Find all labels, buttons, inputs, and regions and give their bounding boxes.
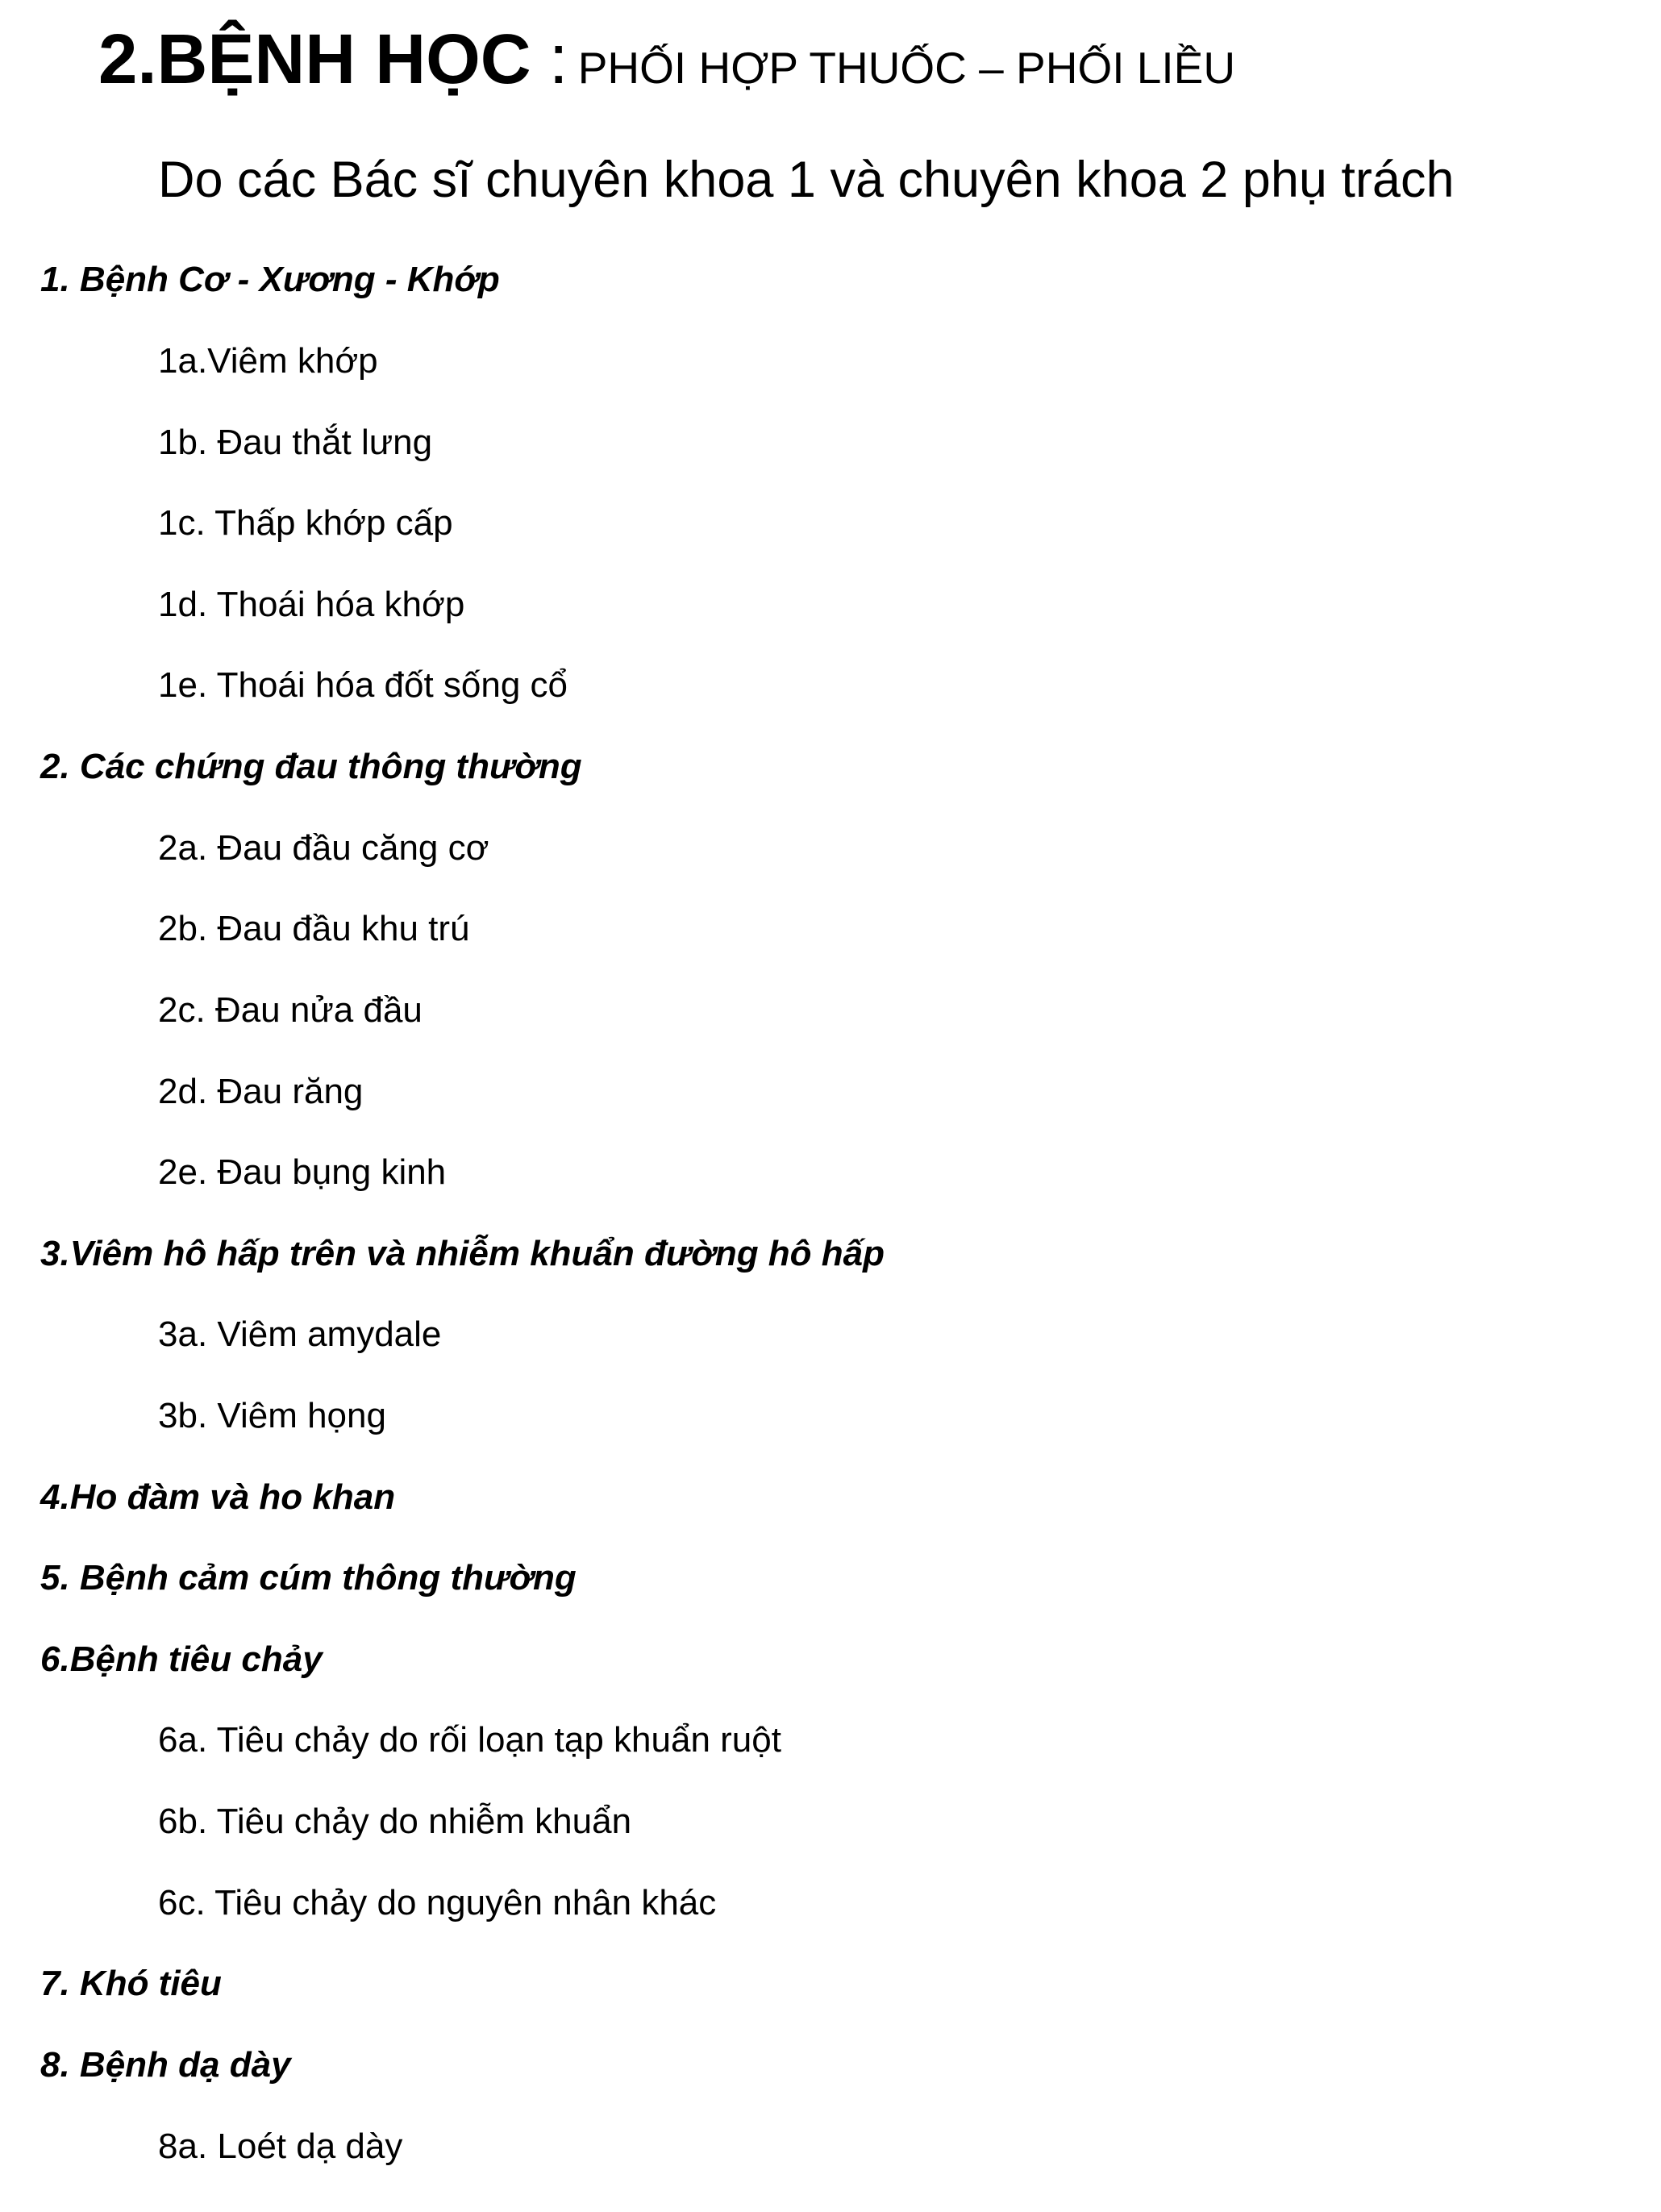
title-separator: :	[548, 20, 568, 98]
list-item: 6c. Tiêu chảy do nguyên nhân khác	[158, 1883, 717, 1922]
page-title	[98, 20, 1236, 98]
list-item: 1c. Thấp khớp cấp	[158, 503, 453, 543]
section-heading: 1. Bệnh Cơ - Xương - Khớp	[40, 260, 500, 299]
list-item: 1a.Viêm khớp	[158, 341, 378, 381]
section-heading: 7. Khó tiêu	[40, 1964, 222, 2003]
list-item: 2e. Đau bụng kinh	[158, 1152, 447, 1192]
section-heading: 3.Viêm hô hấp trên và nhiễm khuẩn đường hô hấp	[40, 1234, 885, 1273]
list-item: 2b. Đau đầu khu trú	[158, 909, 470, 948]
list-item: 6b. Tiêu chảy do nhiễm khuẩn	[158, 1802, 632, 1841]
section-heading: 6.Bệnh tiêu chảy	[40, 1639, 323, 1679]
list-item: 1b. Đau thắt lưng	[158, 423, 433, 462]
page-subtitle: Do các Bác sĩ chuyên khoa 1 và chuyên khoa 2 phụ trách	[158, 152, 1455, 208]
section-heading: 8. Bệnh dạ dày	[40, 2045, 291, 2085]
list-item: 2d. Đau răng	[158, 1072, 364, 1111]
list-item: 3a. Viêm amydale	[158, 1314, 442, 1354]
list-item: 1e. Thoái hóa đốt sống cổ	[158, 665, 568, 705]
section-heading: 4.Ho đàm và ho khan	[40, 1477, 396, 1517]
list-item: 1d. Thoái hóa khớp	[158, 585, 465, 624]
list-item: 2c. Đau nửa đầu	[158, 990, 423, 1030]
title-main: 2.BỆNH HỌC	[98, 20, 531, 98]
list-item: 3b. Viêm họng	[158, 1396, 386, 1435]
list-item: 6a. Tiêu chảy do rối loạn tạp khuẩn ruột	[158, 1720, 781, 1760]
list-item: 2a. Đau đầu căng cơ	[158, 828, 489, 868]
title-sub: PHỐI HỢP THUỐC – PHỐI LIỀU	[577, 43, 1236, 93]
list-item: 8a. Loét dạ dày	[158, 2127, 403, 2166]
section-heading: 2. Các chứng đau thông thường	[40, 747, 582, 786]
section-heading: 5. Bệnh cảm cúm thông thường	[40, 1558, 577, 1598]
